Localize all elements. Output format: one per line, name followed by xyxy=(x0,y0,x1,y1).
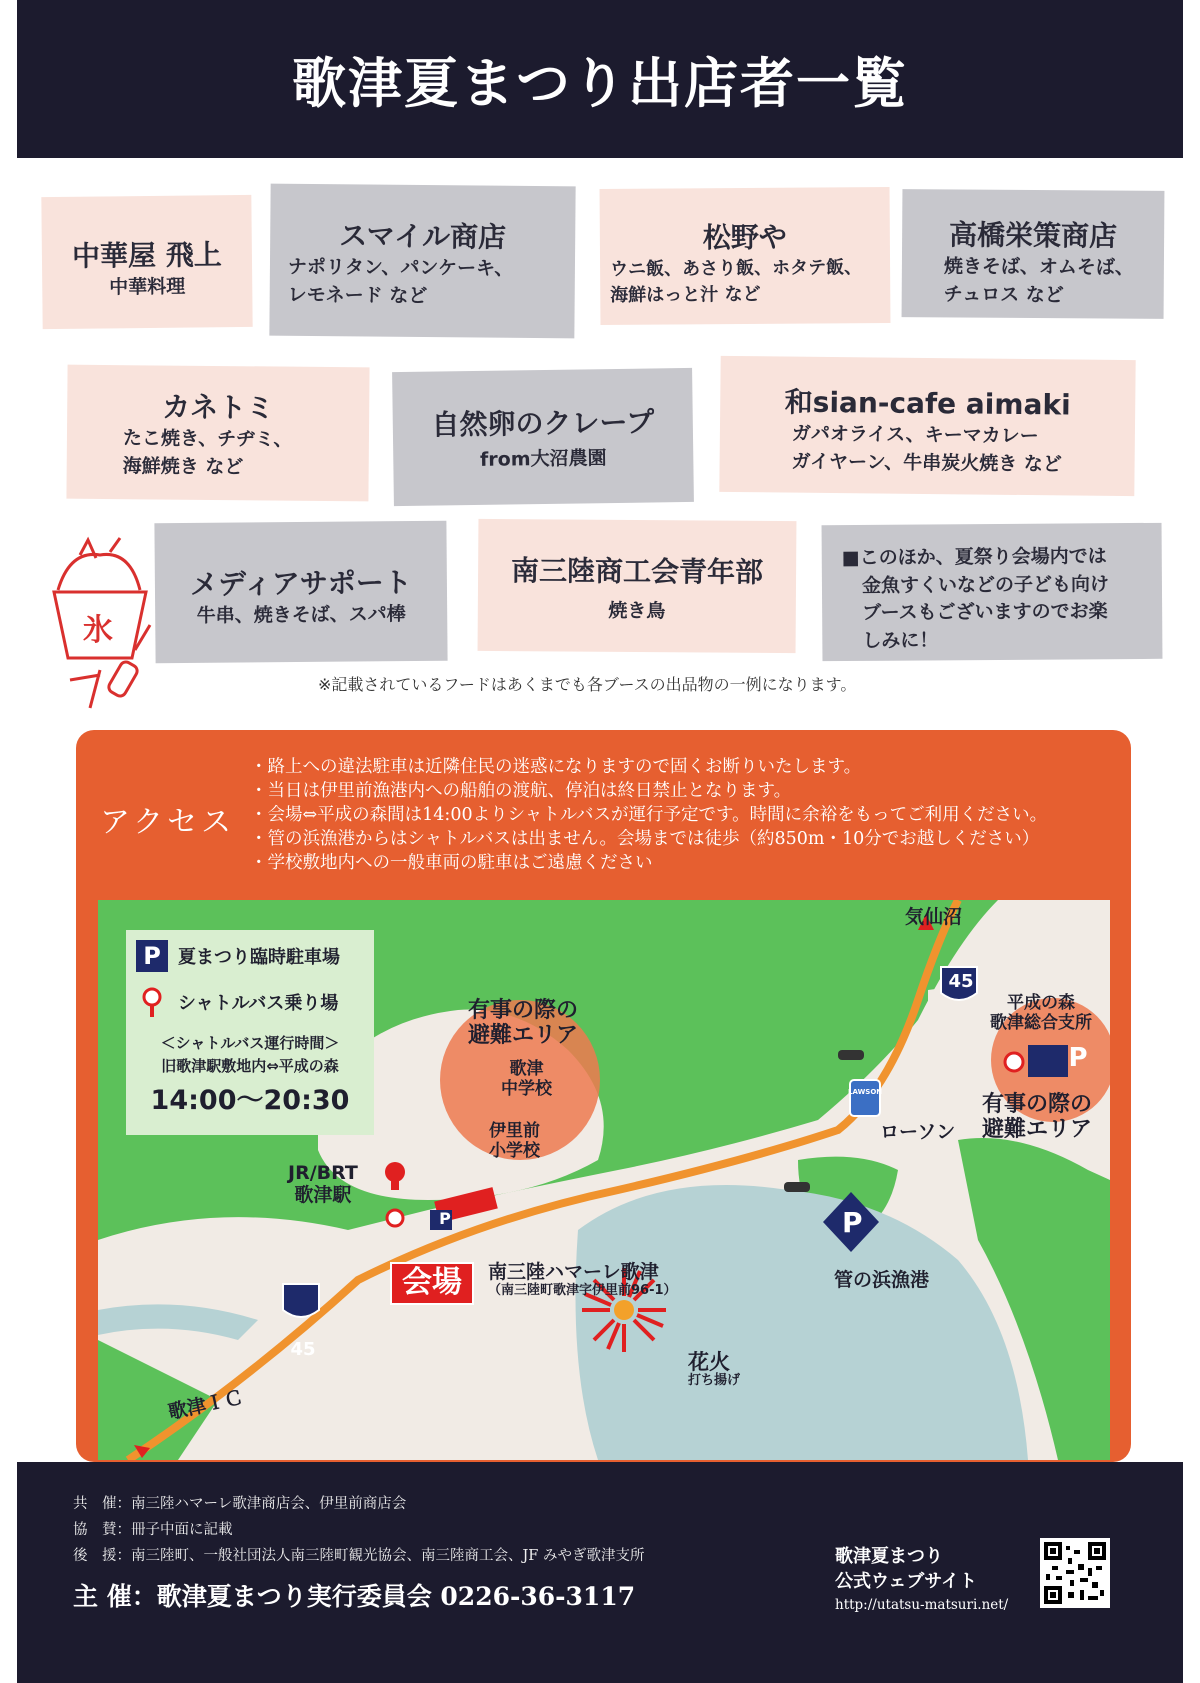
map-label-ic: 歌津ＩＣ xyxy=(166,1386,246,1424)
food-note: ※記載されているフードはあくまでも各ブースの出品物の一例になります。 xyxy=(318,675,857,694)
footer-sponsor: 協 賛：冊子中面に記載 xyxy=(73,1522,233,1538)
evac-line: 避難エリア xyxy=(982,1117,1093,1143)
other-note-line: 金魚すくいなどの子ども向け xyxy=(861,572,1110,597)
vendor-name: メディアサポート xyxy=(189,566,412,601)
station-line: JR/BRT xyxy=(288,1162,358,1184)
legend-parking-label: 夏まつり臨時駐車場 xyxy=(178,947,340,968)
footer-support: 後 援：南三陸町、一般社団法人南三陸町観光協会、南三陸商工会、JF みやぎ歌津支所 xyxy=(73,1548,645,1564)
page-footer xyxy=(17,1462,1183,1683)
junior-high-line: 歌津 xyxy=(509,1059,544,1079)
vendor-card xyxy=(41,195,252,329)
map-label-port: 管の浜漁港 xyxy=(834,1269,930,1291)
vendor-items: たこ焼き、チヂミ、 xyxy=(122,427,293,451)
access-note: ・当日は伊里前漁港内への船舶の渡航、停泊は終日禁止となります。 xyxy=(250,781,792,801)
vendor-card xyxy=(719,356,1135,496)
page-header xyxy=(17,0,1183,158)
vendor-items: チュロス など xyxy=(943,282,1064,306)
vendor-card xyxy=(66,365,369,502)
vendor-items: 海鮮焼き など xyxy=(122,454,244,478)
site-title xyxy=(835,1544,977,1594)
vendor-items: レモネード など xyxy=(287,283,428,307)
other-note-line: ■このほか、夏祭り会場内では xyxy=(841,545,1107,570)
schedule-title: ＜シャトルバス運行時間＞ xyxy=(160,1034,340,1052)
access-note: ・会場⇔平成の森間は14:00よりシャトルバスが運行予定です。時間に余裕をもってご利用ください。 xyxy=(250,805,1048,825)
other-note-card xyxy=(822,523,1163,661)
map-label-heisei xyxy=(990,994,1092,1033)
vendor-card xyxy=(269,184,575,339)
heisei-line: 歌津総合支所 xyxy=(990,1012,1092,1033)
vendor-items: 海鮮はっと汁 など xyxy=(610,283,761,307)
venue-address: （南三陸町歌津字伊里前96-1） xyxy=(488,1282,677,1298)
vendor-card xyxy=(600,187,891,325)
legend-parking xyxy=(136,940,364,972)
page-title: 歌津夏まつり出店者一覧 xyxy=(292,50,908,115)
access-note: ・路上への違法駐車は近隣住民の迷惑になりますので固くお断りいたします。 xyxy=(250,757,862,777)
parking-icon: P xyxy=(842,1206,863,1239)
vendor-items: 焼き鳥 xyxy=(608,599,666,623)
vendor-card xyxy=(478,519,797,653)
elementary-line: 小学校 xyxy=(489,1140,540,1161)
footer-cohost: 共 催：南三陸ハマーレ歌津商店会、伊里前商店会 xyxy=(73,1496,407,1512)
site-title-line: 公式ウェブサイト xyxy=(835,1571,978,1592)
svg-text:氷: 氷 xyxy=(83,613,113,648)
vendor-name: スマイル商店 xyxy=(339,219,507,254)
access-note: ・学校敷地内への一般車両の駐車はご遠慮ください xyxy=(250,853,653,873)
access-title: アクセス xyxy=(100,805,236,840)
junior-high-line: 中学校 xyxy=(501,1078,552,1099)
map-label-kesennuma: 気仙沼 xyxy=(905,906,963,928)
vendor-items: 焼きそば、オムそば、 xyxy=(943,255,1134,279)
route-45-label: 45 xyxy=(948,971,974,992)
station-line: 歌津駅 xyxy=(294,1183,352,1206)
vendor-items: ナポリタン、パンケーキ、 xyxy=(287,255,514,280)
map-label-lawson: ローソン xyxy=(880,1121,956,1143)
vendor-name: 中華屋 飛上 xyxy=(71,238,222,273)
vendor-name: 高橋栄策商店 xyxy=(949,218,1118,253)
heisei-line: 平成の森 xyxy=(1007,993,1075,1013)
elementary-line: 伊里前 xyxy=(489,1121,540,1141)
vendor-items: ウニ飯、あさり飯、ホタテ飯、 xyxy=(610,257,863,280)
legend-bus-label: シャトルバス乗り場 xyxy=(178,993,339,1014)
bus-stop-pin-icon xyxy=(136,986,168,1018)
evac-line: 避難エリア xyxy=(468,1023,579,1049)
map-label-junior-high xyxy=(501,1060,552,1099)
legend-bus xyxy=(136,986,364,1018)
map-label-evac-east xyxy=(982,1092,1092,1143)
vendor-items: 牛串、焼きそば、スパ棒 xyxy=(196,603,406,627)
vendor-name: カネトミ xyxy=(162,390,275,425)
parking-icon: P xyxy=(136,940,168,972)
map-label-venue xyxy=(488,1262,677,1299)
map-label-fireworks xyxy=(688,1350,740,1389)
vendor-items: 中華料理 xyxy=(109,275,186,299)
shaved-ice-icon xyxy=(40,530,160,710)
evac-line: 有事の際の xyxy=(982,1092,1093,1117)
vendor-card xyxy=(154,521,447,664)
schedule-time: 14:00〜20:30 xyxy=(150,1085,350,1116)
vendor-name: 松野や xyxy=(702,220,787,255)
vendor-name: 南三陸商工会青年部 xyxy=(510,554,764,589)
footer-organizer: 主 催：歌津夏まつり実行委員会 0226-36-3117 xyxy=(73,1582,636,1611)
vendor-card xyxy=(392,368,694,506)
venue-name: 南三陸ハマーレ歌津 xyxy=(488,1261,659,1283)
site-url-link[interactable]: http://utatsu-matsuri.net/ xyxy=(835,1597,1009,1613)
parking-icon: P xyxy=(1068,1043,1088,1073)
schedule-route: 旧歌津駅敷地内⇔平成の森 xyxy=(161,1057,339,1075)
site-title-line: 歌津夏まつり xyxy=(835,1546,943,1567)
route-45-label: 45 xyxy=(290,1339,316,1360)
evac-line: 有事の際の xyxy=(468,998,579,1023)
lawson-sign: LAWSON xyxy=(848,1088,883,1096)
map-label-elementary xyxy=(489,1122,540,1161)
venue-badge: 会場 xyxy=(390,1262,474,1305)
other-note-line: しみに！ xyxy=(862,629,939,652)
fireworks-line: 打ち揚げ xyxy=(688,1373,741,1389)
vendor-card xyxy=(902,189,1165,319)
map-label-station xyxy=(288,1163,358,1207)
map-legend xyxy=(126,930,374,1135)
fireworks-line: 花火 xyxy=(688,1350,730,1374)
vendor-name: 和sian-cafe aimaki xyxy=(784,385,1071,422)
vendor-name: 自然卵のクレープ xyxy=(431,405,655,442)
vendor-items: ガパオライス、キーマカレー xyxy=(791,422,1039,448)
parking-icon: P xyxy=(439,1209,451,1228)
qr-code-icon[interactable] xyxy=(1040,1538,1110,1608)
access-notes xyxy=(250,755,1047,875)
vendor-items: from大沼農園 xyxy=(479,447,607,471)
access-note: ・管の浜漁港からはシャトルバスは出ません。会場までは徒歩（約850m・10分でお越しください） xyxy=(250,829,1040,849)
vendor-items: ガイヤーン、牛串炭火焼き など xyxy=(791,450,1062,475)
other-note-line: ブースもございますのでお楽 xyxy=(862,600,1108,625)
map-label-evac-west xyxy=(468,998,578,1049)
